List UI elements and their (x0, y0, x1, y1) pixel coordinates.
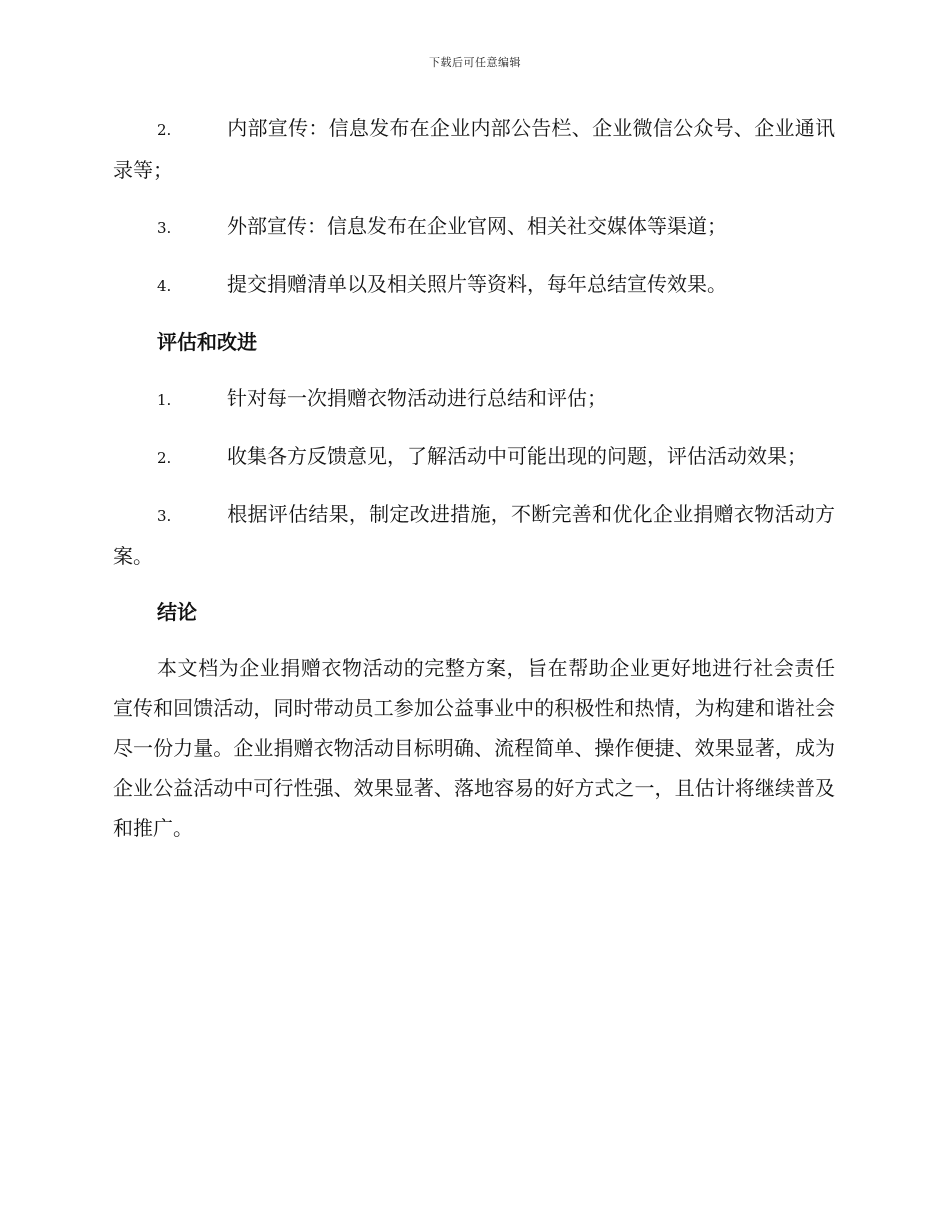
list-number: 1. (157, 391, 172, 409)
list-text: 针对每一次捐赠衣物活动进行总结和评估； (227, 386, 607, 410)
list-number: 4. (157, 277, 172, 295)
page-header: 下载后可任意编辑 (429, 56, 521, 69)
list-text: 收集各方反馈意见，了解活动中可能出现的问题，评估活动效果； (227, 444, 807, 468)
list-item (113, 108, 835, 190)
list-text: 根据评估结果，制定改进措施，不断完善和优化企业捐赠衣物活动方案。 (113, 502, 835, 568)
list-number: 3. (157, 507, 172, 525)
list-item (113, 264, 835, 306)
list-number: 2. (157, 121, 172, 139)
document-body (113, 108, 835, 848)
list-item (113, 436, 835, 478)
list-text: 外部宣传：信息发布在企业官网、相关社交媒体等渠道； (227, 214, 727, 238)
list-item (113, 494, 835, 576)
list-text: 提交捐赠清单以及相关照片等资料，每年总结宣传效果。 (227, 272, 727, 296)
section-heading-conclusion: 结论 (157, 600, 197, 624)
list-item (113, 378, 835, 420)
list-number: 2. (157, 449, 172, 467)
section-heading-evaluation: 评估和改进 (157, 330, 257, 354)
conclusion-paragraph: 本文档为企业捐赠衣物活动的完整方案，旨在帮助企业更好地进行社会责任宣传和回馈活动，同时带动员工参加公益事业中的积极性和热情，为构建和谐社会尽一份力量。企业捐赠衣物活动目标明确、流程简单、操作便捷、效果显著，成为企业公益活动中可行性强、效果显著、落地容易的好方式之一，且估计将继续普及和推广。 (113, 656, 835, 840)
list-item (113, 206, 835, 248)
list-text: 内部宣传：信息发布在企业内部公告栏、企业微信公众号、企业通讯录等； (113, 116, 835, 182)
list-number: 3. (157, 219, 172, 237)
